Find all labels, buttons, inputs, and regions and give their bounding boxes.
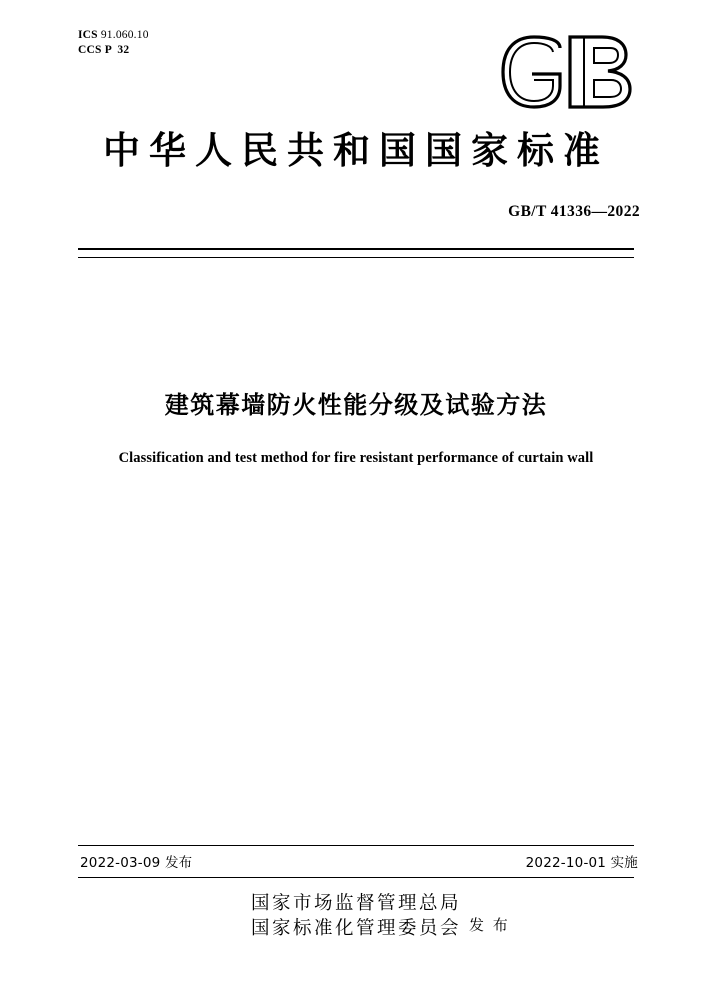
divider-bottom-lower (78, 877, 634, 878)
divider-top-thin (78, 257, 634, 258)
ccs-label: CCS (78, 44, 102, 56)
publisher-line-2: 国家标准化管理委员会 (250, 918, 461, 939)
classification-codes (78, 28, 149, 58)
gb-emblem-logo (498, 34, 638, 110)
ics-value: 91.060.10 (100, 29, 149, 41)
publisher-names (250, 891, 510, 941)
divider-bottom-upper (78, 845, 634, 846)
ccs-value: P 32 (104, 44, 130, 56)
publisher-verb: 发 布 (469, 916, 510, 934)
divider-top-thick (78, 248, 634, 250)
standard-number: GB/T 41336—2022 (508, 203, 640, 220)
ics-row (78, 28, 149, 43)
document-title-chinese: 建筑幕墙防火性能分级及试验方法 (164, 390, 548, 419)
ics-label: ICS (78, 29, 98, 41)
publisher-block (78, 891, 634, 941)
publisher-line-1: 国家市场监督管理总局 (250, 893, 461, 914)
implementation-date: 2022-10-01 实施 (525, 855, 638, 871)
national-standard-header: 中华人民共和国国家标准 (103, 128, 609, 172)
ccs-row (78, 43, 149, 58)
document-title-english: Classification and test method for fire resistant performance of curtain wall (118, 450, 594, 466)
issue-date: 2022-03-09 发布 (80, 855, 193, 871)
